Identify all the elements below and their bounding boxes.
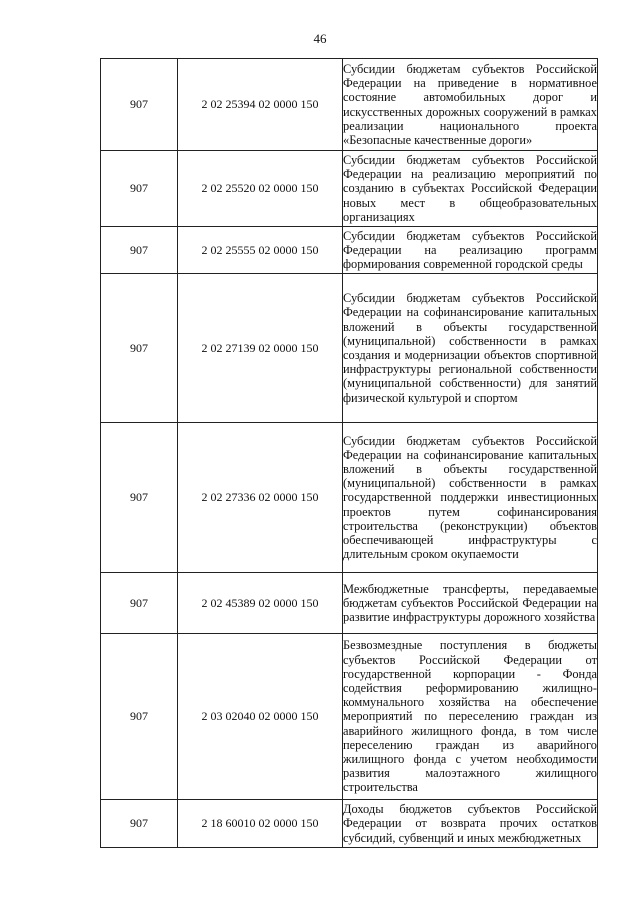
table-row [101, 151, 598, 227]
description-cell: Субсидии бюджетам субъектов Российской Федерации на реализацию мероприятий по созданию в субъектах Российской Федерации новых мест в общеобразовательных организациях [343, 151, 598, 227]
admin-code-cell: 907 [101, 227, 178, 274]
table-row [101, 274, 598, 423]
budget-code-cell: 2 02 25520 02 0000 150 [178, 151, 343, 227]
description-cell: Безвозмездные поступления в бюджеты субъектов Российской Федерации от государственной корпорации - Фонда содействия реформированию жилищно-коммунального хозяйства на обеспечение мероприятий по переселению граждан из аварийного жилищного фонда, в том числе переселению граждан из аварийного жилищного фонда с учетом необходимости развития малоэтажного жилищного строительства [343, 634, 598, 800]
table-row [101, 800, 598, 848]
budget-code-cell: 2 02 25555 02 0000 150 [178, 227, 343, 274]
page-number: 46 [313, 31, 327, 46]
admin-code-cell: 907 [101, 423, 178, 573]
budget-code-cell: 2 03 02040 02 0000 150 [178, 634, 343, 800]
admin-code-cell: 907 [101, 634, 178, 800]
description-cell: Доходы бюджетов субъектов Российской Федерации от возврата прочих остатков субсидий, субвенций и иных межбюджетных [343, 800, 598, 848]
page-bottom-margin [0, 850, 640, 905]
budget-code-cell: 2 18 60010 02 0000 150 [178, 800, 343, 848]
admin-code-cell: 907 [101, 59, 178, 151]
table-row [101, 634, 598, 800]
description-cell: Субсидии бюджетам субъектов Российской Федерации на приведение в нормативное состояние автомобильных дорог и искусственных дорожных сооружений в рамках реализации национального проекта «Безопасные качественные дороги» [343, 59, 598, 151]
budget-code-cell: 2 02 45389 02 0000 150 [178, 573, 343, 634]
table-row [101, 423, 598, 573]
admin-code-cell: 907 [101, 573, 178, 634]
table-row [101, 59, 598, 151]
admin-code-cell: 907 [101, 151, 178, 227]
description-cell: Межбюджетные трансферты, передаваемые бюджетам субъектов Российской Федерации на развитие инфраструктуры дорожного хозяйства [343, 573, 598, 634]
admin-code-cell: 907 [101, 800, 178, 848]
description-cell: Субсидии бюджетам субъектов Российской Федерации на реализацию программ формирования современной городской среды [343, 227, 598, 274]
table-row [101, 227, 598, 274]
revenue-codes-table [100, 58, 598, 848]
description-cell: Субсидии бюджетам субъектов Российской Федерации на софинансирование капитальных вложений в объекты государственной (муниципальной) собственности в рамках государственной поддержки инвестиционных проектов путем софинансирования строительства (реконструкции) объектов обеспечивающей инфраструктуры с длительным сроком окупаемости [343, 423, 598, 573]
budget-code-cell: 2 02 27139 02 0000 150 [178, 274, 343, 423]
description-cell: Субсидии бюджетам субъектов Российской Федерации на софинансирование капитальных вложений в объекты государственной (муниципальной) собственности в рамках создания и модернизации объектов спортивной инфраструктуры региональной собственности (муниципальной собственности) для занятий физической культурой и спортом [343, 274, 598, 423]
budget-code-cell: 2 02 27336 02 0000 150 [178, 423, 343, 573]
budget-code-cell: 2 02 25394 02 0000 150 [178, 59, 343, 151]
admin-code-cell: 907 [101, 274, 178, 423]
table-row [101, 573, 598, 634]
